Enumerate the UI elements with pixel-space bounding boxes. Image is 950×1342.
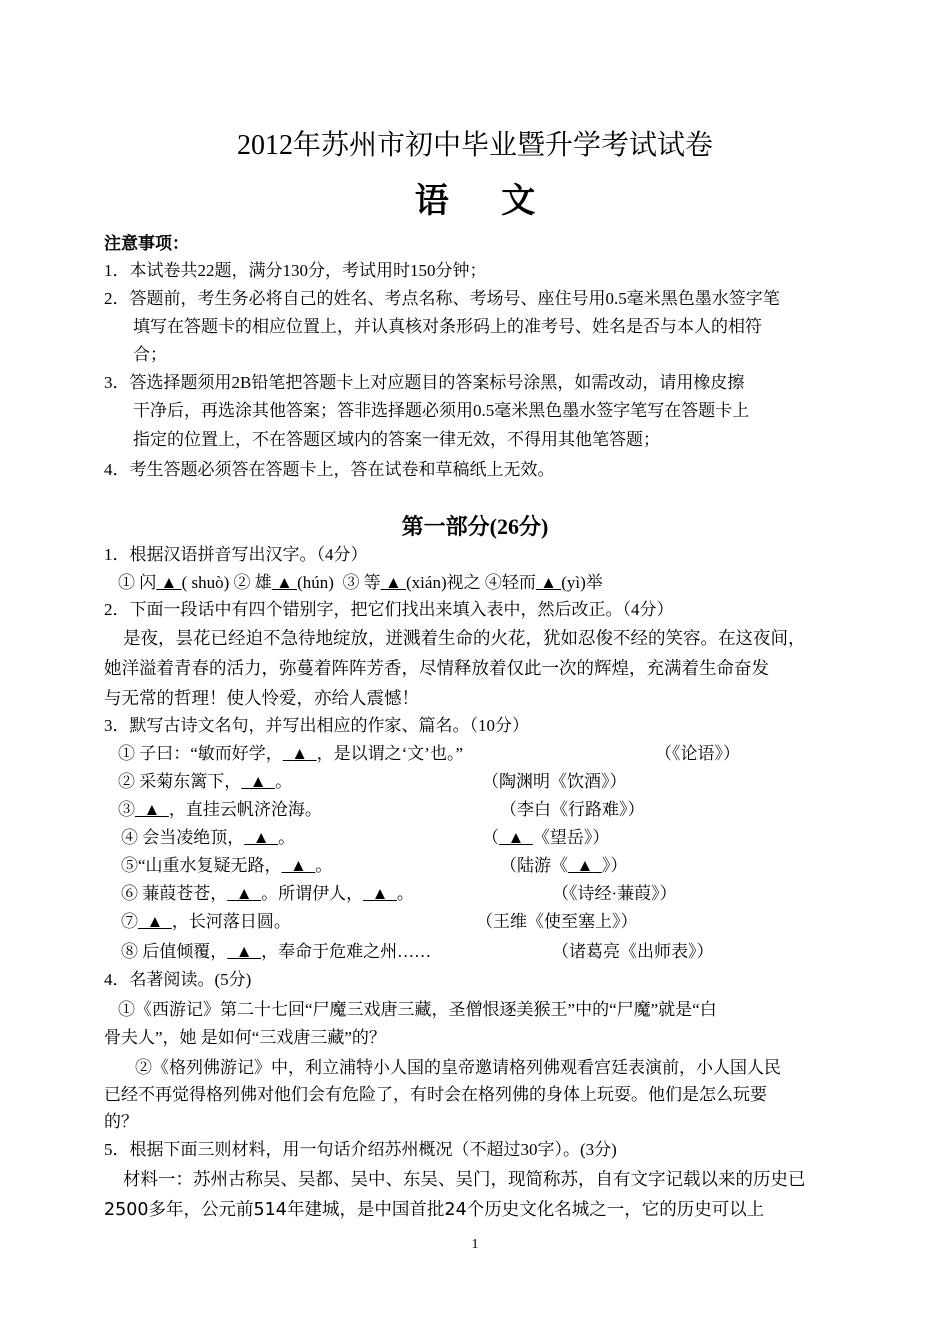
q3-item: ⑥ 蒹葭苍苍， ▲ 。所谓伊人， ▲ 。: [121, 884, 414, 903]
q3-item: ⑤“山重水复疑无路， ▲ 。: [121, 856, 333, 875]
q4-item-line: 已经不再觉得格列佛对他们会有危险了，有时会在格列佛的身体上玩耍。他们是怎么玩要: [104, 1085, 767, 1104]
part-heading: 第一部分(26分): [401, 514, 549, 539]
q5-material-line: 2500多年，公元前514年建城，是中国首批24个历史文化名城之一，它的历史可以上: [104, 1200, 765, 1220]
q3-source: （李白《行路难》）: [500, 800, 645, 819]
answer-blank: ▲: [235, 884, 253, 903]
q3-item: ① 子曰：“敏而好学， ▲ ，是以谓之‘文’也。”: [118, 744, 463, 763]
q4-stem: 4．名著阅读。(5分): [104, 970, 252, 989]
answer-blank: ▲: [276, 573, 293, 592]
answer-blank: ▲: [291, 744, 309, 763]
notice-line: 1．本试卷共22题，满分130分，考试用时150分钟；: [104, 261, 487, 280]
q2-passage-line: 是夜，昙花已经迫不急待地绽放，迸溅着生命的火花，犹如忍俊不经的笑容。在这夜间，: [123, 629, 806, 649]
answer-blank: ▲: [384, 573, 402, 592]
answer-blank: ▲: [576, 856, 594, 875]
notice-line: 4．考生答题必须答在答题卡上，答在试卷和草稿纸上无效。: [104, 460, 555, 479]
notice-line: 3．答选择题须用2B铅笔把答题卡上对应题目的答案标号涂黑，如需改动，请用橡皮擦: [104, 373, 745, 392]
q1-items: ① 闪 ▲ ( shuò) ② 雄 ▲ (hún) ③ 等 ▲ (xián)视之 ④轻而 ▲ (yì)举: [118, 573, 603, 592]
q3-item: ② 采菊东篱下， ▲ 。: [118, 772, 293, 791]
answer-blank: ▲: [540, 573, 557, 592]
notice-heading: 注意事项：: [104, 234, 189, 253]
q2-passage-line: 与无常的哲理！使人怜爱，亦给人震憾！: [104, 689, 419, 709]
notice-line: 指定的位置上，不在答题区域内的答案一律无效，不得用其他笔答题；: [133, 430, 660, 449]
q1-stem: 1．根据汉语拼音写出汉字。（4分）: [104, 545, 368, 564]
q4-item-line: 骨夫人”，她 是如何“三戏唐三藏”的？: [104, 1028, 386, 1047]
q3-source: （诸葛亮《出师表》）: [552, 942, 714, 961]
page-number: 1: [471, 1237, 479, 1252]
q5-material-line: 材料一：苏州古称吴、吴都、吴中、东吴、吴门，现简称苏，自有文字记载以来的历史已: [123, 1170, 806, 1190]
q3-source: （《论语》）: [655, 744, 740, 763]
exam-title: 2012年苏州市初中毕业暨升学考试试卷: [236, 130, 713, 161]
notice-line: 填写在答题卡的相应位置上，并认真核对条形码上的准考号、姓名是否与本人的相符: [133, 317, 762, 336]
q3-stem: 3．默写古诗文名句，并写出相应的作家、篇名。（10分）: [104, 716, 529, 735]
q3-item: ④ 会当凌绝顶， ▲ 。: [121, 828, 296, 847]
notice-line: 合；: [133, 345, 167, 364]
q4-item-line: 的？: [104, 1112, 138, 1131]
q2-stem: 2．下面一段话中有四个错别字，把它们找出来填入表中，然后改正。（4分）: [104, 600, 674, 619]
answer-blank: ▲: [143, 800, 161, 819]
q3-item: ③ ▲ ，直挂云帆济沧海。: [118, 800, 322, 819]
q4-item-line: ②《格列佛游记》中，利立浦特小人国的皇帝邀请格列佛观看宫廷表演前，小人国人民: [135, 1058, 781, 1077]
notice-line: 2．答题前，考生务必将自己的姓名、考点名称、考场号、座住号用0.5毫米黑色墨水签字笔: [104, 289, 780, 308]
q5-stem: 5．根据下面三则材料，用一句话介绍苏州概况（不超过30字）。(3分): [104, 1140, 617, 1159]
answer-blank: ▲: [249, 772, 267, 791]
notice-line: 干净后，再选涂其他答案；答非选择题必须用0.5毫米黑色墨水签字笔写在答题卡上: [133, 401, 750, 420]
answer-blank: ▲: [507, 828, 525, 847]
q3-source: （ ▲ 《望岳》）: [482, 828, 610, 847]
answer-blank: ▲: [290, 856, 307, 875]
q3-source: （王维《使至塞上》）: [476, 912, 638, 931]
answer-blank: ▲: [371, 884, 389, 903]
q3-item: ⑦ ▲ ，长河落日圆。: [121, 912, 291, 931]
q3-source: （陶渊明《饮酒》）: [482, 772, 627, 791]
answer-blank: ▲: [235, 942, 253, 961]
q4-item-line: ①《西游记》第二十七回“尸魔三戏唐三藏，圣僧恨逐美猴王”中的“尸魔”就是“白: [118, 1000, 717, 1019]
answer-blank: ▲: [160, 573, 178, 592]
subject-title: 语 文: [414, 183, 558, 220]
answer-blank: ▲: [146, 912, 164, 931]
q3-source: （陆游《 ▲ 》）: [500, 856, 628, 875]
q3-source: （《诗经·蒹葭》）: [552, 884, 677, 903]
answer-blank: ▲: [252, 828, 270, 847]
q2-passage-line: 她洋溢着青春的活力，弥蔓着阵阵芳香，尽情释放着仅此一次的辉煌，充满着生命奋发: [104, 659, 769, 679]
q3-item: ⑧ 后值倾覆， ▲ ，奉命于危难之州……: [121, 942, 432, 961]
